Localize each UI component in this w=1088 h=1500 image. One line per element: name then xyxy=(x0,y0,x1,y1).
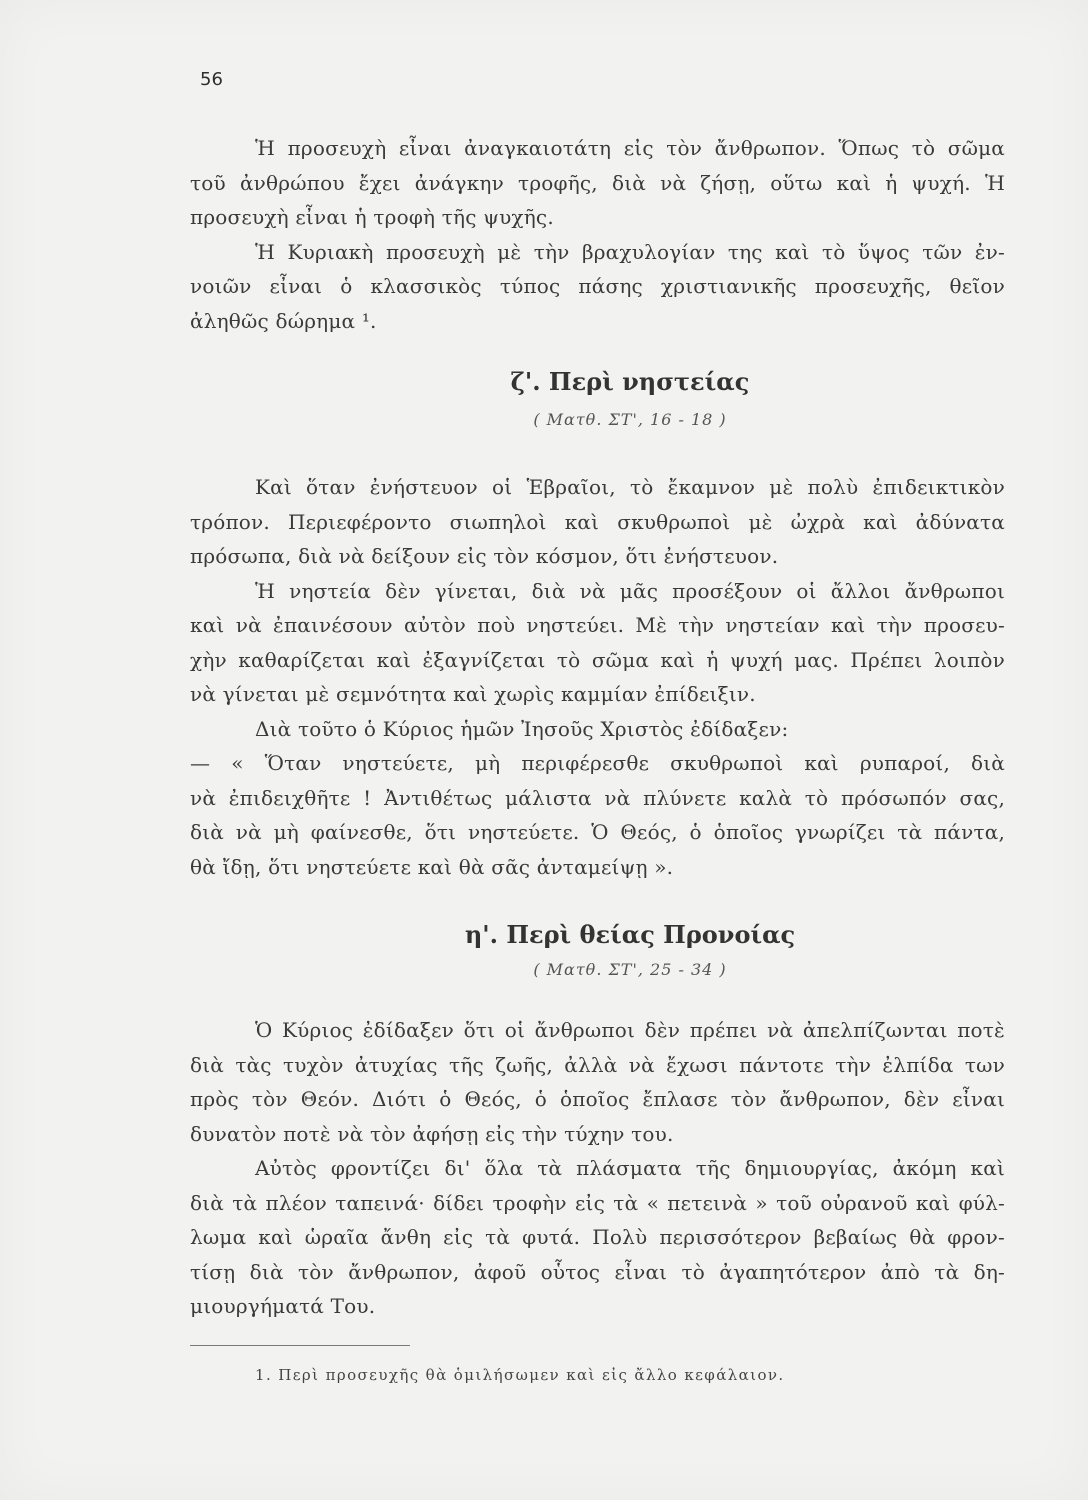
text-line: τρόπον. Περιεφέροντο σιωπηλοὶ καὶ σκυθρωποὶ μὲ ὠχρὰ καὶ ἀδύνατα xyxy=(190,509,1005,534)
paragraph xyxy=(190,131,1005,235)
text-line: νὰ γίνεται μὲ σεμνότητα καὶ χωρὶς καμμίαν ἐπίδειξιν. xyxy=(190,682,756,706)
paragraph xyxy=(190,712,1005,747)
text-line: θὰ ἴδῃ, ὅτι νηστεύετε καὶ θὰ σᾶς ἀνταμείψῃ ». xyxy=(190,854,674,879)
text-line: — « Ὅταν νηστεύετε, μὴ περιφέρεσθε σκυθρωποὶ καὶ ρυπαροί, διὰ xyxy=(190,751,1005,775)
paragraph xyxy=(190,235,1005,339)
text-line: Ἡ Κυριακὴ προσευχὴ μὲ τὴν βραχυλογίαν της καὶ τὸ ὕψος τῶν ἐν- xyxy=(255,239,1005,264)
text-line: μιουργήματά Του. xyxy=(190,1294,376,1318)
text-line: Αὐτὸς φροντίζει δι' ὅλα τὰ πλάσματα τῆς δημιουργίας, ἀκόμη καὶ xyxy=(255,1156,1005,1180)
text-line: Ἡ προσευχὴ εἶναι ἀναγκαιοτάτη εἰς τὸν ἄνθρωπον. Ὅπως τὸ σῶμα xyxy=(255,136,1005,160)
text-line: καὶ νὰ ἐπαινέσουν αὐτὸν ποὺ νηστεύει. Μὲ τὴν νηστείαν καὶ τὴν προσευ- xyxy=(190,613,1005,637)
text-line: Διὰ τοῦτο ὁ Κύριος ἡμῶν Ἰησοῦς Χριστὸς ἐδίδαξεν: xyxy=(255,716,789,741)
paragraph xyxy=(190,574,1005,712)
fasting-section xyxy=(190,470,1005,884)
paragraph xyxy=(190,1151,1005,1324)
text-line: τίσῃ διὰ τὸν ἄνθρωπον, ἀφοῦ οὗτος εἶναι τὸ ἀγαπητότερον ἀπὸ τὰ δη- xyxy=(190,1259,1005,1284)
text-line: νοιῶν εἶναι ὁ κλασσικὸς τύπος πάσης χριστιανικῆς προσευχῆς, θεῖον xyxy=(190,274,1005,298)
footnote: 1. Περὶ προσευχῆς θὰ ὁμιλήσωμεν καὶ εἰς ἄλλο κεφάλαιον. xyxy=(255,1366,785,1384)
text-line: χὴν καθαρίζεται καὶ ἐξαγνίζεται τὸ σῶμα καὶ ἡ ψυχή μας. Πρέπει λοιπὸν xyxy=(190,647,1005,672)
text-line: ἀληθῶς δώρημα ¹. xyxy=(190,308,377,333)
scripture-reference: ( Ματθ. ΣΤ', 25 - 34 ) xyxy=(533,960,727,979)
text-line: δυνατὸν ποτὲ νὰ τὸν ἀφήσῃ εἰς τὴν τύχην του. xyxy=(190,1121,674,1146)
scripture-reference: ( Ματθ. ΣΤ', 16 - 18 ) xyxy=(533,410,727,429)
quotation xyxy=(190,746,1005,884)
section-heading-fasting: ζ'. Περὶ νηστείας xyxy=(510,367,750,396)
text-line: προσευχὴ εἶναι ἡ τροφὴ τῆς ψυχῆς. xyxy=(190,205,554,229)
text-line: Ἡ νηστεία δὲν γίνεται, διὰ νὰ μᾶς προσέξουν οἱ ἄλλοι ἄνθρωποι xyxy=(255,578,1005,603)
text-line: λωμα καὶ ὡραῖα ἄνθη εἰς τὰ φυτά. Πολὺ περισσότερον βεβαίως θὰ φρον- xyxy=(190,1225,1005,1249)
text-line: πρὸς τὸν Θεόν. Διότι ὁ Θεός, ὁ ὁποῖος ἔπλασε τὸν ἄνθρωπον, δὲν εἶναι xyxy=(190,1087,1005,1111)
providence-section xyxy=(190,1013,1005,1324)
page-number: 56 xyxy=(200,69,223,90)
paragraph xyxy=(190,1013,1005,1151)
footnote-rule xyxy=(190,1345,410,1346)
section-heading-providence: η'. Περὶ θείας Προνοίας xyxy=(464,920,796,949)
text-line: διὰ τὰ πλέον ταπεινά· δίδει τροφὴν εἰς τὰ « πετεινὰ » τοῦ οὐρανοῦ καὶ φύλ- xyxy=(190,1190,1005,1215)
text-line: διὰ τὰς τυχὸν ἀτυχίας τῆς ζωῆς, ἀλλὰ νὰ ἔχωσι πάντοτε τὴν ἐλπίδα των xyxy=(190,1052,1005,1077)
text-line: πρόσωπα, διὰ νὰ δείξουν εἰς τὸν κόσμον, ὅτι ἐνήστευον. xyxy=(190,544,779,568)
paragraph xyxy=(190,470,1005,574)
text-line: Καὶ ὅταν ἐνήστευον οἱ Ἑβραῖοι, τὸ ἔκαμνον μὲ πολὺ ἐπιδεικτικὸν xyxy=(255,475,1005,499)
text-line: Ὁ Κύριος ἐδίδαξεν ὅτι οἱ ἄνθρωποι δὲν πρέπει νὰ ἀπελπίζωνται ποτὲ xyxy=(255,1018,1005,1042)
text-line: διὰ νὰ μὴ φαίνεσθε, ὅτι νηστεύετε. Ὁ Θεός, ὁ ὁποῖος γνωρίζει τὰ πάντα, xyxy=(190,820,1005,844)
text-line: τοῦ ἀνθρώπου ἔχει ἀνάγκην τροφῆς, διὰ νὰ ζήσῃ, οὕτω καὶ ἡ ψυχή. Ἡ xyxy=(190,170,1005,195)
text-line: νὰ ἐπιδειχθῆτε ! Ἀντιθέτως μάλιστα νὰ πλύνετε καλὰ τὸ πρόσωπόν σας, xyxy=(190,785,1005,810)
intro-section xyxy=(190,131,1005,338)
